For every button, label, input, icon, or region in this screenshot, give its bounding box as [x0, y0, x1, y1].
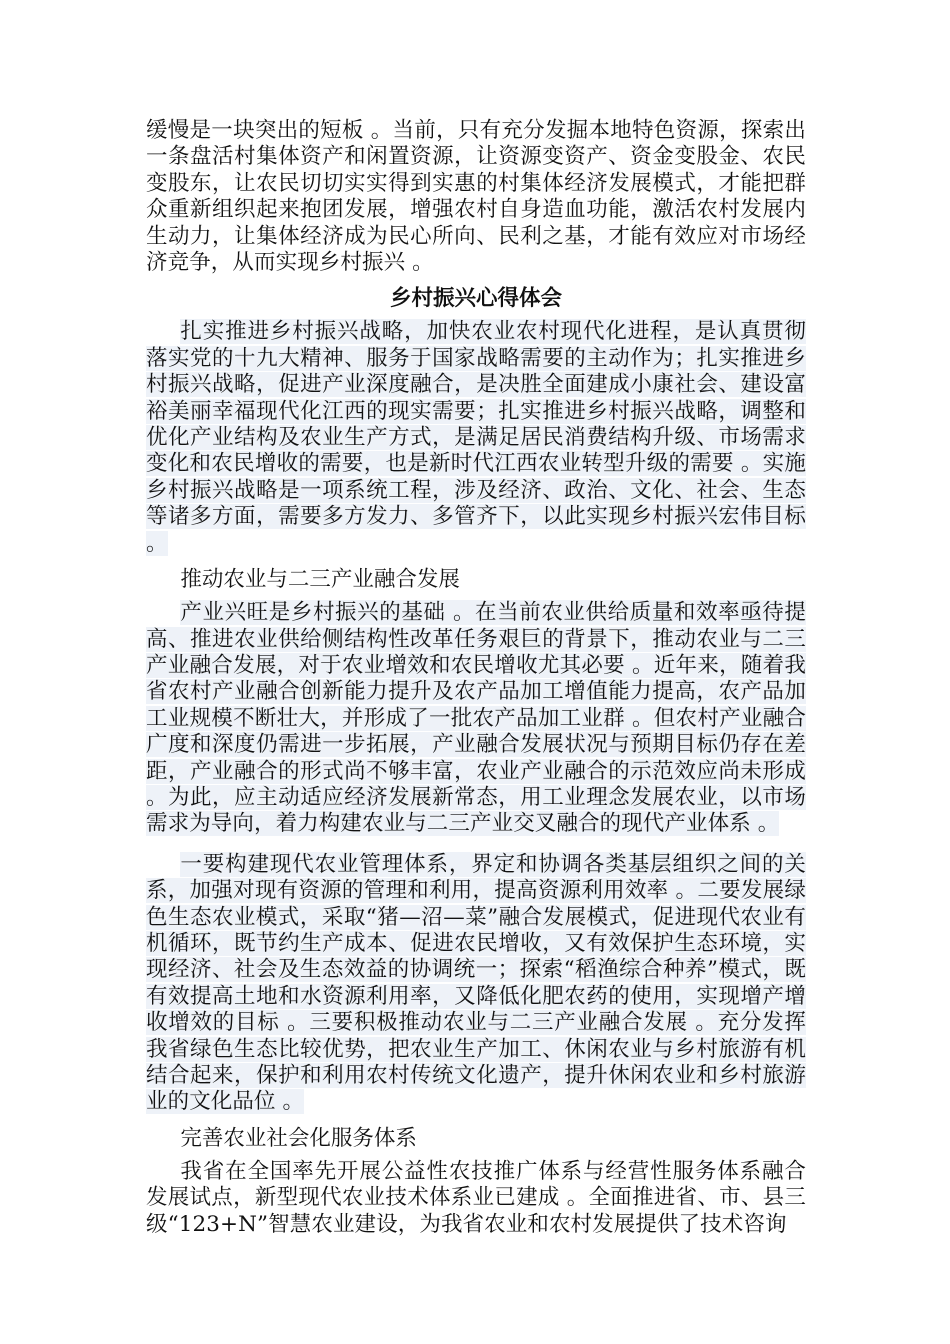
paragraph-2 — [146, 600, 806, 838]
intro-paragraph-text: 缓慢是一块突出的短板 。当前，只有充分发掘本地特色资源，探索出一条盘活村集体资产和闲置资源，让资源变资产、资金变股金、农民变股东，让农民切切实实得到实惠的村集体经济发展模式，才能把群众重新组织起来抱团发展，增强农村自身造血功能，激活农村发展内生动力，让集体经济成为民心所向、民利之基，才能有效应对市场经济竞争，从而实现乡村振兴 。 — [146, 118, 806, 276]
paragraph-3-text: 一要构建现代农业管理体系，界定和协调各类基层组织之间的关系，加强对现有资源的管理和利用，提高资源利用效率 。二要发展绿色生态农业模式，采取“猪—沼—菜”融合发展模式，促进现代农业有机循环，既节约生产成本、促进农民增收，又有效保护生态环境，实现经济、社会及生态效益的协调统一；探索“稻渔综合种养”模式，既有效提高土地和水资源利用率，又降低化肥农药的使用，实现增产增收增效的目标 。三要积极推动农业与二三产业融合发展 。充分发挥我省绿色生态比较优势，把农业生产加工、休闲农业与乡村旅游有机结合起来，保护和利用农村传统文化遗产，提升休闲农业和乡村旅游业的文化品位 。 — [146, 851, 806, 1115]
paragraph-3 — [146, 852, 806, 1116]
paragraph-1 — [146, 319, 806, 557]
paragraph-4 — [146, 1159, 806, 1238]
document-page — [146, 118, 806, 1238]
paragraph-1-text: 扎实推进乡村振兴战略，加快农业农村现代化进程，是认真贯彻落实党的十九大精神、服务于国家战略需要的主动作为；扎实推进乡村振兴战略，促进产业深度融合，是决胜全面建成小康社会、建设富裕美丽幸福现代化江西的现实需要；扎实推进乡村振兴战略，调整和优化产业结构及农业生产方式，是满足居民消费结构升级、市场需求变化和农民增收的需要，也是新时代江西农业转型升级的需要 。实施乡村振兴战略是一项系统工程，涉及经济、政治、文化、社会、生态等诸多方面，需要多方发力、多管齐下，以此实现乡村振兴宏伟目标 。 — [146, 319, 806, 556]
section-heading-service-system: 完善农业社会化服务体系 — [180, 1125, 417, 1151]
paragraph-2-text: 产业兴旺是乡村振兴的基础 。在当前农业供给质量和效率亟待提高、推进农业供给侧结构性改革任务艰巨的背景下，推动农业与二三产业融合发展，对于农业增效和农民增收尤其必要 。近年来，随着我省农村产业融合创新能力提升及农产品加工增值能力提高，农产品加工业规模不断壮大，并形成了一批农产品加工业群 。但农村产业融合广度和深度仍需进一步拓展，产业融合发展状况与预期目标仍存在差距，产业融合的形式尚不够丰富，农业产业融合的示范效应尚未形成 。为此，应主动适应经济发展新常态，用工业理念发展农业，以市场需求为导向，着力构建农业与二三产业交叉融合的现代产业体系 。 — [146, 600, 806, 837]
document-title: 乡村振兴心得体会 — [389, 286, 562, 312]
paragraph-4-text: 我省在全国率先开展公益性农技推广体系与经营性服务体系融合发展试点，新型现代农业技术体系业已建成 。全面推进省、市、县三级“123+N”智慧农业建设，为我省农业和农村发展提供了技术咨询 — [146, 1158, 806, 1237]
intro-paragraph — [146, 118, 806, 276]
section-heading-industry-integration: 推动农业与二三产业融合发展 — [180, 567, 460, 593]
